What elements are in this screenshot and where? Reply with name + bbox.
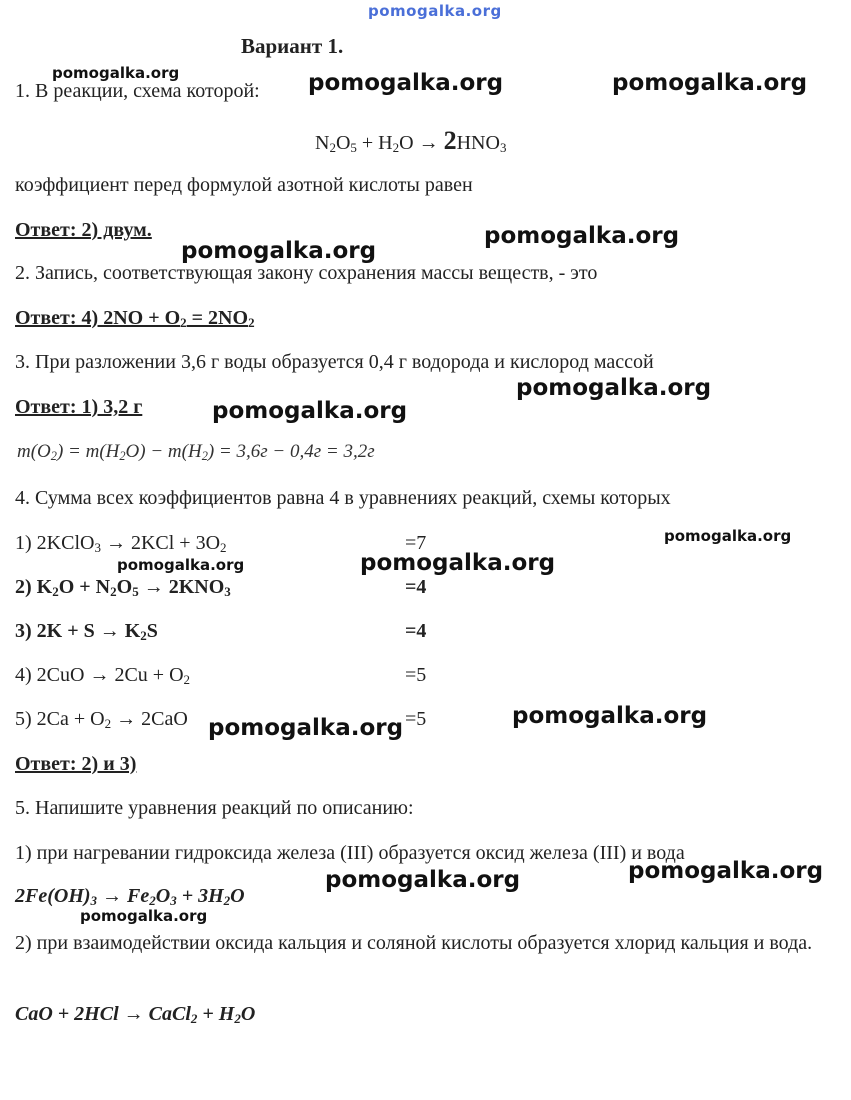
watermark: pomogalka.org: [628, 858, 824, 884]
question-5-item-1: 1) при нагревании гидроксида железа (III) образуется оксид железа (III) и вода: [15, 842, 685, 864]
watermark-top: pomogalka.org: [368, 2, 502, 20]
watermark: pomogalka.org: [512, 703, 708, 729]
reaction-5: 5) $2Ca + O_2 \to 2CaO$: [15, 708, 188, 731]
page-title: Вариант 1.: [241, 34, 344, 58]
question-3-formula: $m(O_2) = m(H_2O) - m(H_2) = 3,6г - 0,4г = 3,2г$: [17, 441, 375, 463]
question-2-text: 2. Запись, соответствующая закону сохранения массы веществ, - это: [15, 262, 598, 284]
question-1-answer: Ответ: 2) двум.: [15, 219, 152, 241]
watermark: pomogalka.org: [484, 223, 680, 249]
question-5-text: 5. Напишите уравнения реакций по описанию:: [15, 797, 414, 819]
question-1-text-2: коэффициент перед формулой азотной кислоты равен: [15, 174, 473, 196]
watermark: pomogalka.org: [117, 556, 245, 574]
reaction-4: 4) $2CuO \to 2Cu + O_2$: [15, 664, 191, 687]
reaction-3: 3) $2K + S \to K_2S$: [15, 620, 158, 643]
watermark: pomogalka.org: [181, 238, 377, 264]
question-5-item-2: 2) при взаимодействии оксида кальция и соляной кислоты образуется хлорид кальция и вода.: [15, 932, 813, 954]
watermark: pomogalka.org: [52, 64, 180, 82]
question-1-scheme: $N_2O_5 + H_2O \to 2HNO_3$: [315, 126, 507, 155]
reaction-5-sum: =5: [405, 708, 427, 730]
question-1-text: 1. В реакции, схема которой:: [15, 80, 260, 102]
reaction-2: 2) $K_2O + N_2O_5 \to 2KNO_3$: [15, 576, 231, 599]
reaction-4-sum: =5: [405, 664, 427, 686]
question-4-answer: Ответ: 2) и 3): [15, 753, 137, 775]
question-5-equation-1: $2Fe(OH)_3 \to Fe_2O_3 + 3H_2O$: [15, 885, 245, 908]
question-3-text: 3. При разложении 3,6 г воды образуется 0,4 г водорода и кислород массой: [15, 351, 654, 373]
watermark: pomogalka.org: [325, 867, 521, 893]
watermark: pomogalka.org: [664, 527, 792, 545]
question-2-answer: Ответ: 4) $2NO + O_2 = 2NO_2$: [15, 307, 255, 330]
watermark: pomogalka.org: [516, 375, 712, 401]
watermark: pomogalka.org: [360, 550, 556, 576]
watermark: pomogalka.org: [212, 398, 408, 424]
reaction-1-sum: =7: [405, 532, 427, 554]
watermark: pomogalka.org: [208, 715, 404, 741]
question-5-equation-2: CaO + 2HCl → CaCl$_2$ + $H_2O$: [15, 1003, 256, 1026]
reaction-1: 1) 2KClO$_3$ → $2KCl + 3O_2$: [15, 532, 227, 555]
watermark: pomogalka.org: [80, 907, 208, 925]
question-3-answer: Ответ: 1) 3,2 г: [15, 396, 143, 418]
watermark: pomogalka.org: [612, 70, 808, 96]
question-4-text: 4. Сумма всех коэффициентов равна 4 в уравнениях реакций, схемы которых: [15, 487, 671, 509]
reaction-2-sum: =4: [405, 576, 427, 598]
watermark: pomogalka.org: [308, 70, 504, 96]
reaction-3-sum: =4: [405, 620, 427, 642]
